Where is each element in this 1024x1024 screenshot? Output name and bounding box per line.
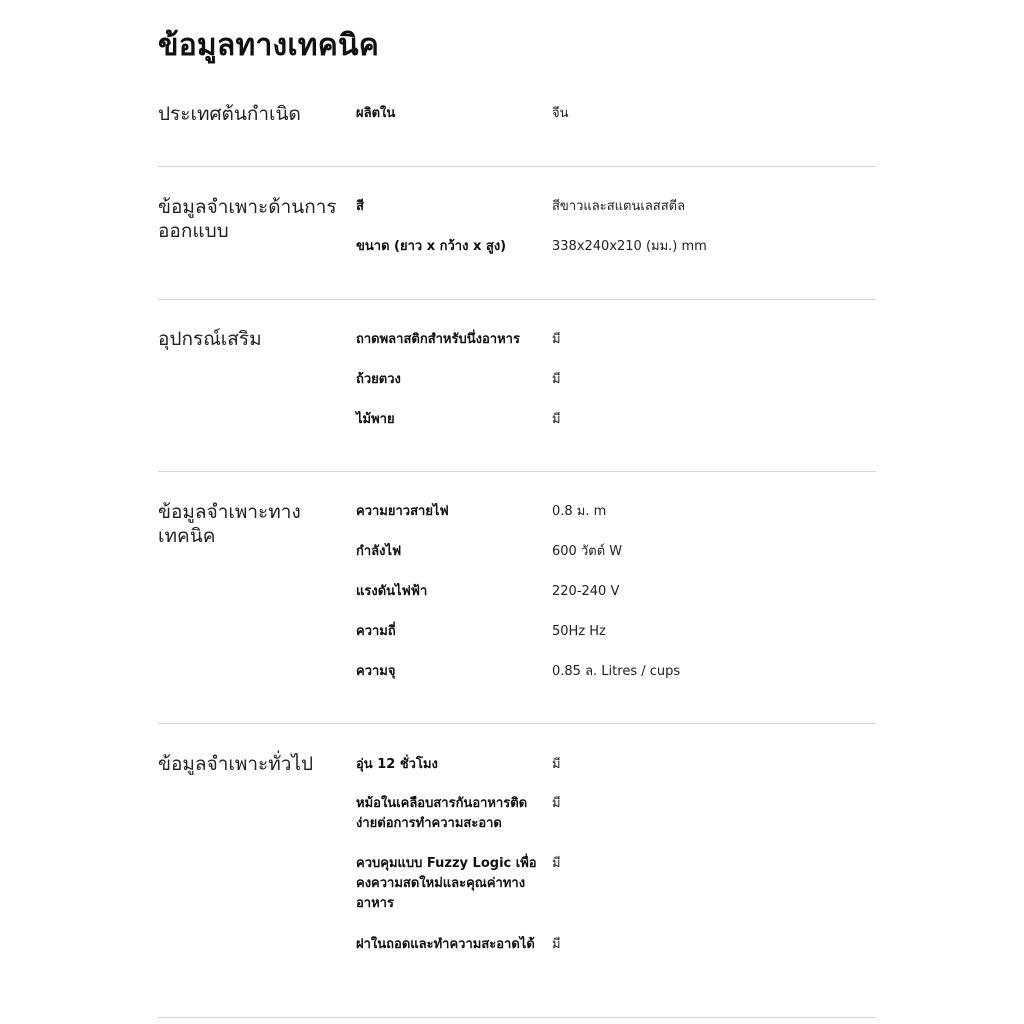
spec-key: ฝาในถอดและทำความสะอาดได้ [356,937,535,952]
spec-key: ความยาวสายไฟ [356,504,449,519]
section-general-specs [158,752,876,992]
section-label: ประเทศต้นกำเนิด [158,103,301,125]
spec-value: มี [552,412,561,427]
spec-value: 338x240x210 (มม.) mm [552,239,707,254]
spec-value: มี [552,332,561,347]
spec-value: 50Hz Hz [552,624,606,639]
section-label: ข้อมูลจำเพาะด้านการออกแบบ [158,196,337,242]
spec-key: ถาดพลาสติกสำหรับนึ่งอาหาร [356,332,520,347]
spec-key: อุ่น 12 ชั่วโมง [356,757,438,772]
spec-key: ถ้วยตวง [356,372,401,387]
spec-value: 220-240 V [552,584,620,599]
section-label: ข้อมูลจำเพาะทางเทคนิค [158,501,301,547]
spec-key: ความจุ [356,664,396,679]
spec-value: 0.8 ม. m [552,504,607,519]
section-country-of-origin [158,102,876,152]
spec-value: มี [552,856,561,871]
section-label: ข้อมูลจำเพาะทั่วไป [158,753,314,775]
spec-key: หม้อในเคลือบสารกันอาหารติดง่ายต่อการทำความสะอาด [356,796,528,831]
spec-value: 0.85 ล. Litres / cups [552,664,681,679]
page-title: ข้อมูลทางเทคนิค [158,28,380,63]
spec-value: มี [552,757,561,772]
spec-value: สีขาวและสแตนเลสสตีล [552,199,686,214]
spec-value: มี [552,937,561,952]
spec-key: ควบคุมแบบ Fuzzy Logic เพื่อคงความสดใหม่และคุณค่าทางอาหาร [356,856,537,911]
spec-value: จีน [552,106,569,121]
section-divider [158,166,876,167]
section-divider [158,299,876,300]
section-label: อุปกรณ์เสริม [158,328,262,350]
section-divider [158,471,876,472]
spec-value: มี [552,372,561,387]
spec-key: แรงดันไฟฟ้า [356,584,428,599]
spec-key: ขนาด (ยาว x กว้าง x สูง) [356,239,507,254]
spec-key: ผลิตใน [356,106,396,121]
spec-key: ความถี่ [356,624,396,639]
section-technical-specs [158,500,876,700]
spec-key: ไม้พาย [356,412,395,427]
section-design-specs [158,195,876,275]
spec-key: กำลังไฟ [356,544,402,559]
section-divider [158,1017,876,1018]
section-accessories [158,327,876,437]
spec-key: สี [356,199,364,214]
spec-value: 600 วัตต์ W [552,544,623,559]
spec-value: มี [552,796,561,811]
section-divider [158,723,876,724]
